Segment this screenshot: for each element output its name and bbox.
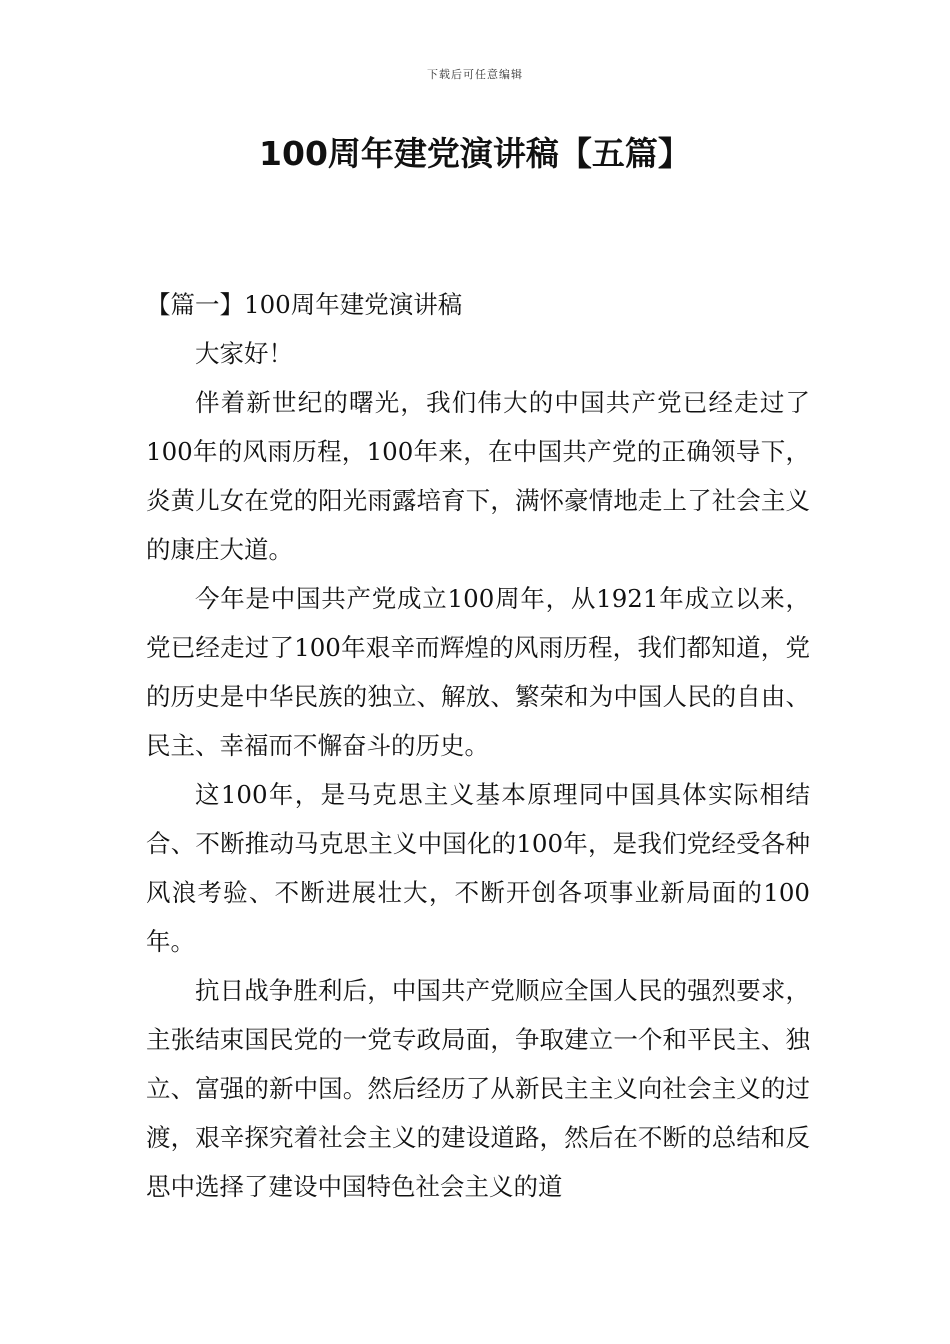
paragraph-2: 今年是中国共产党成立100周年，从1921年成立以来，党已经走过了100年艰辛而辉煌的风雨历程，我们都知道，党的历史是中华民族的独立、解放、繁荣和为中国人民的自由、民主、幸福而不懈奋斗的历史。 xyxy=(146,584,810,760)
paragraph-3: 这100年，是马克思主义基本原理同中国具体实际相结合、不断推动马克思主义中国化的100年，是我们党经受各种风浪考验、不断进展壮大，不断开创各项事业新局面的100年。 xyxy=(146,780,810,956)
paragraph-1: 伴着新世纪的曙光，我们伟大的中国共产党已经走过了100年的风雨历程，100年来，在中国共产党的正确领导下，炎黄儿女在党的阳光雨露培育下，满怀豪情地走上了社会主义的康庄大道。 xyxy=(146,388,810,564)
section-heading: 【篇一】100周年建党演讲稿 xyxy=(146,290,463,319)
paragraph-4: 抗日战争胜利后，中国共产党顺应全国人民的强烈要求，主张结束国民党的一党专政局面，争取建立一个和平民主、独立、富强的新中国。然后经历了从新民主主义向社会主义的过渡，艰辛探究着社会主义的建设道路，然后在不断的总结和反思中选择了建设中国特色社会主义的道 xyxy=(146,976,810,1201)
document-body xyxy=(146,280,810,1211)
greeting: 大家好！ xyxy=(195,339,293,368)
header-note: 下载后可任意编辑 xyxy=(427,68,523,81)
document-title: 100周年建党演讲稿【五篇】 xyxy=(259,134,691,173)
